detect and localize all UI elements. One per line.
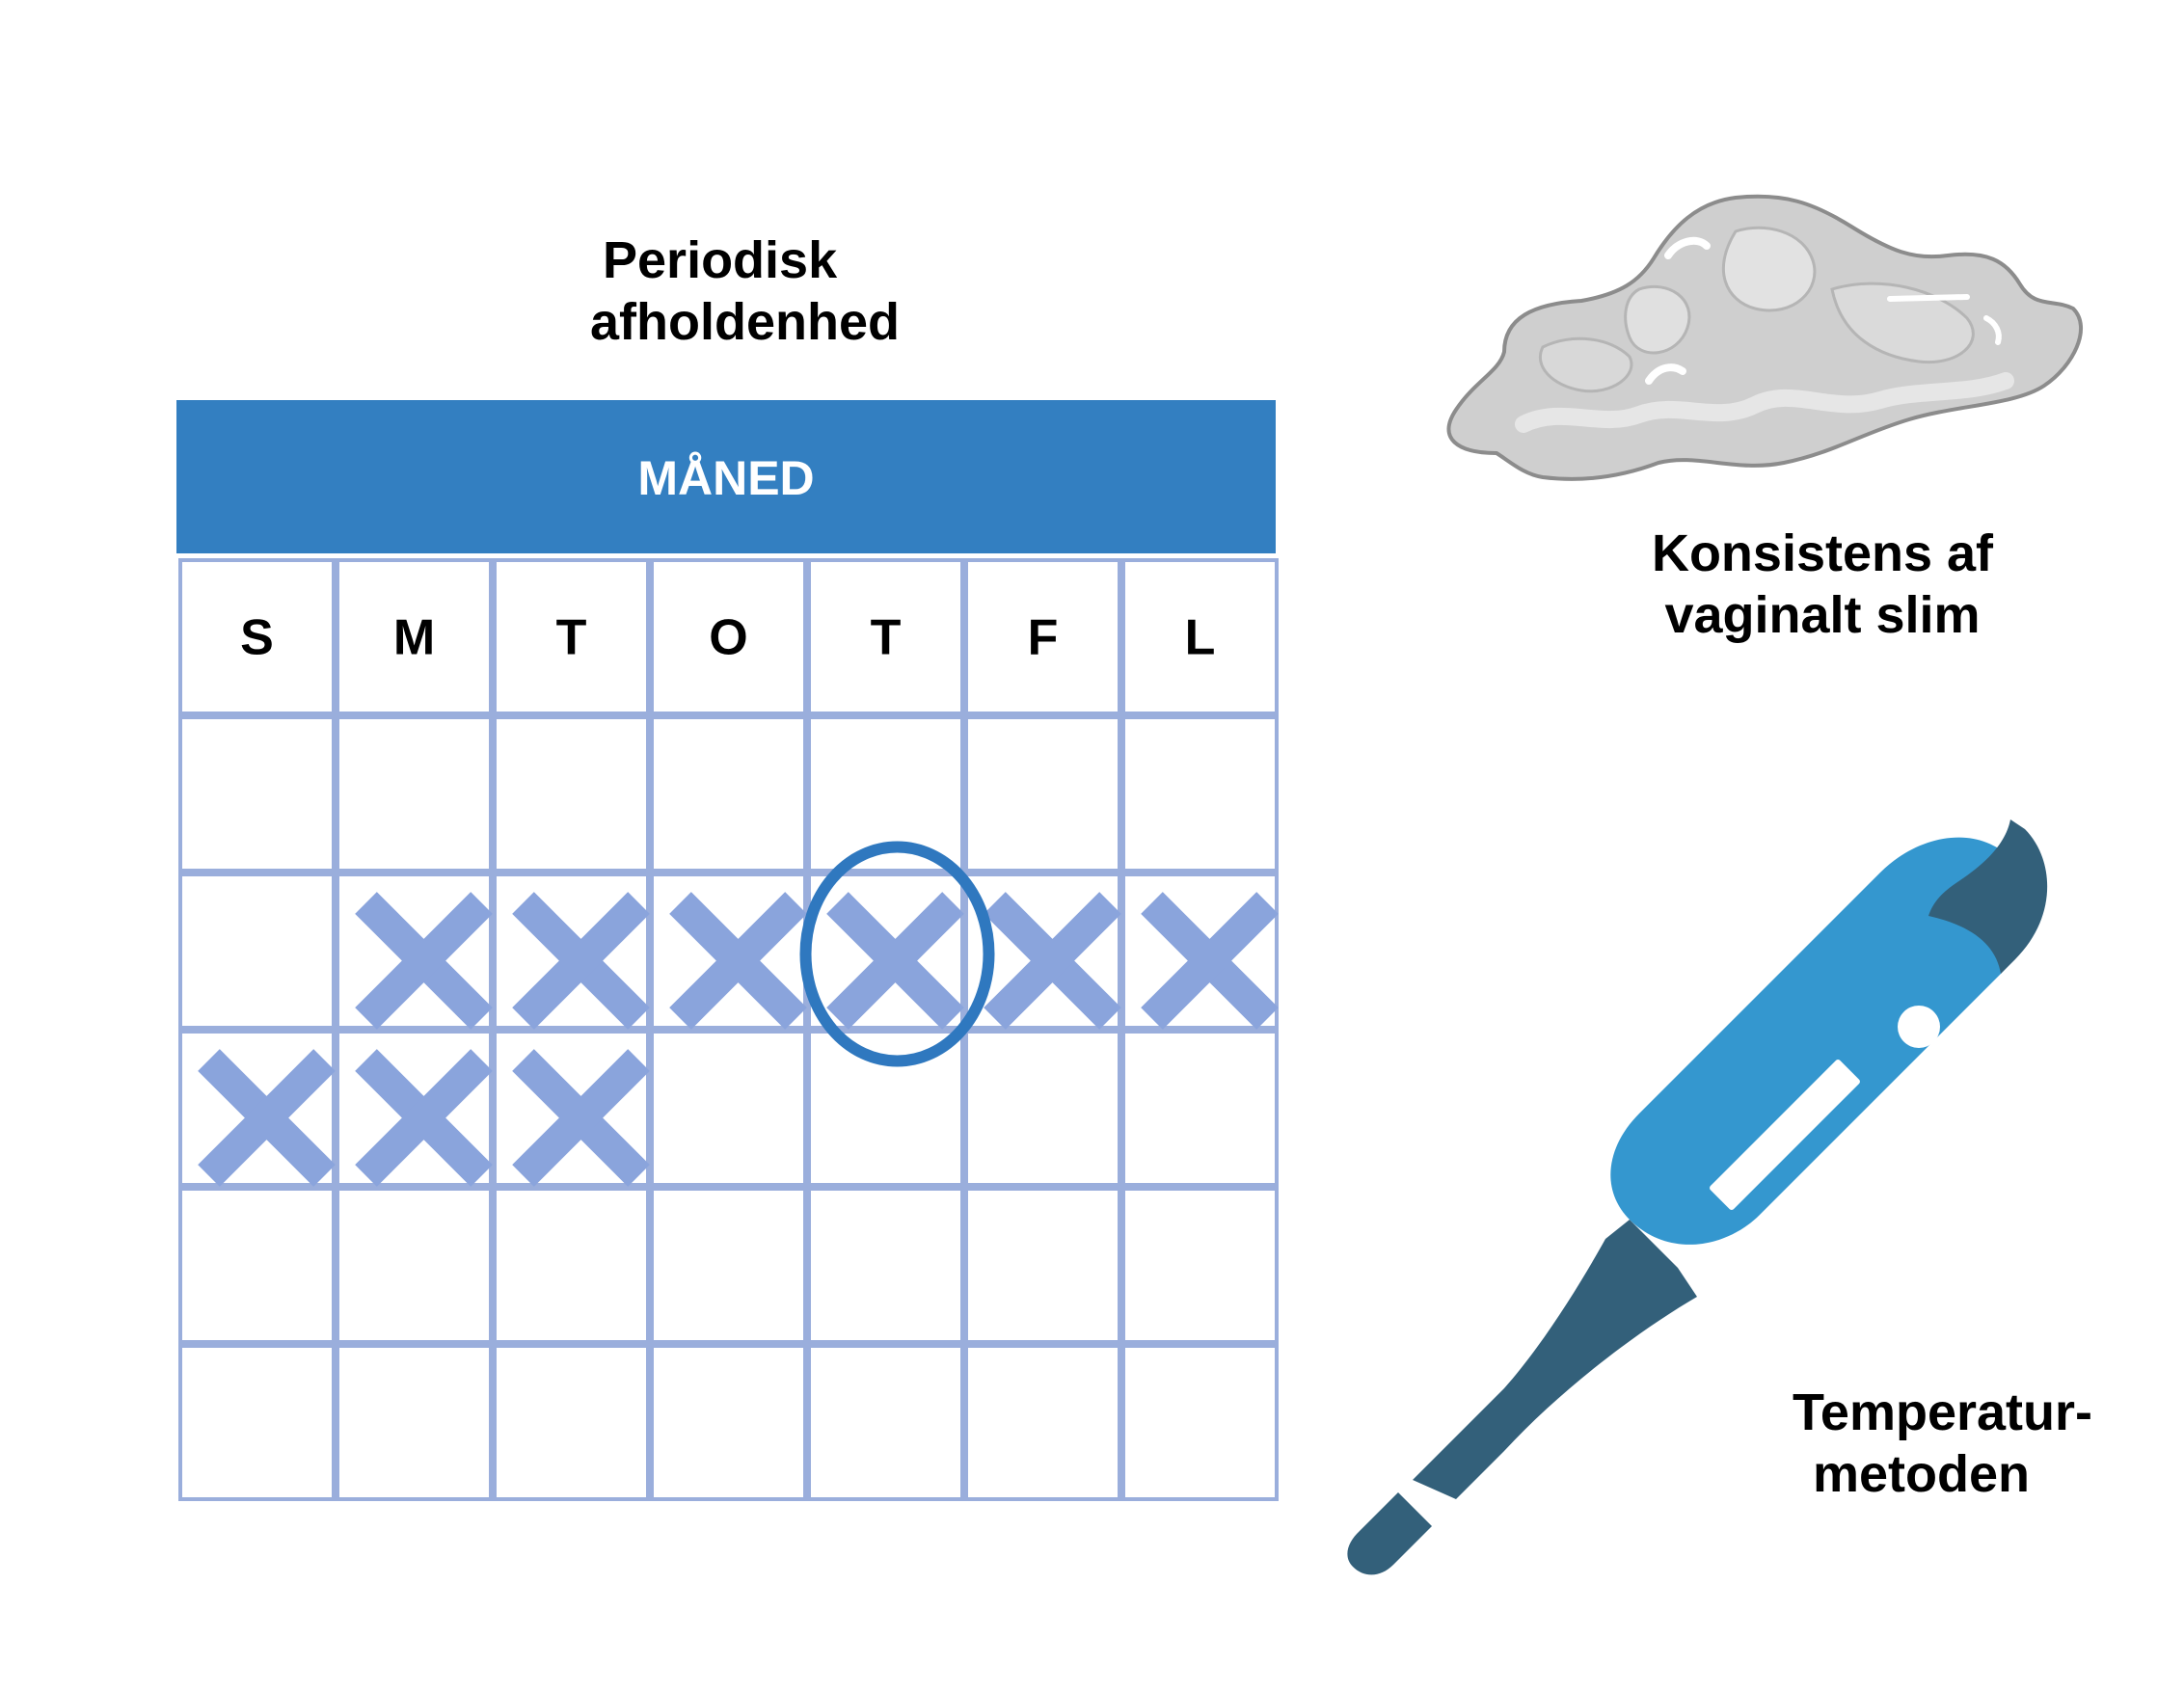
calendar-title-line1: Periodisk: [603, 231, 838, 289]
thermometer-button: [1898, 1006, 1940, 1048]
thermometer-label-line2: metoden: [1812, 1445, 2030, 1503]
weekday-label: L: [1184, 609, 1216, 666]
thermometer-neck: [1413, 1220, 1697, 1499]
weekday-label: O: [709, 609, 748, 666]
weekday-label: T: [555, 609, 587, 666]
weekday-label: S: [240, 609, 274, 666]
mucus-label-line2: vaginalt slim: [1664, 586, 1981, 644]
thermometer-label: [1726, 1382, 2112, 1505]
calendar-title-line2: afholdenhed: [590, 293, 900, 351]
month-header-label: MÅNED: [637, 451, 815, 505]
thermometer-label-line1: Temperatur-: [1792, 1383, 2092, 1441]
weekday-label: F: [1027, 609, 1059, 666]
mucus-label-line1: Konsistens af: [1651, 524, 1994, 582]
weekday-label: M: [392, 609, 436, 666]
thermometer-tip: [1347, 1492, 1432, 1574]
weekday-label: T: [870, 609, 902, 666]
